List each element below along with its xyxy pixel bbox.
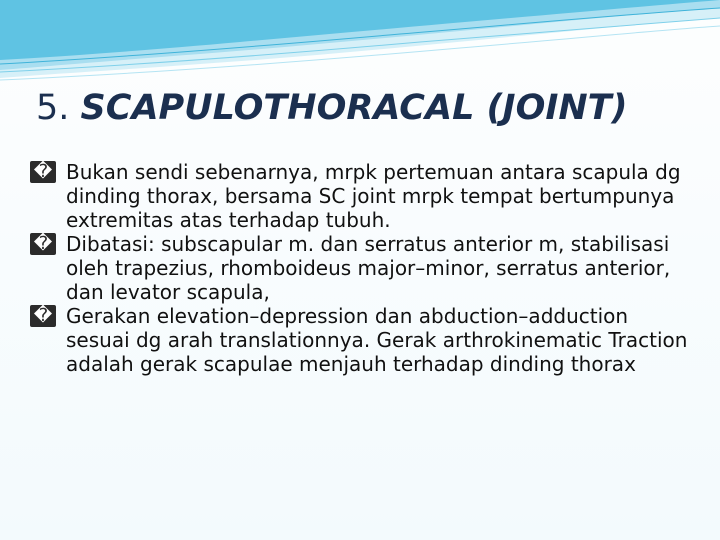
title-text: SCAPULOTHORACAL (JOINT) <box>80 88 628 128</box>
bullet-list <box>30 160 690 376</box>
bullet-item <box>30 304 690 376</box>
title-number: 5. <box>36 88 70 128</box>
bullet-item <box>30 160 690 232</box>
bullet-text: Gerakan elevation–depression dan abduction–adduction sesuai dg arah translationnya. Gerak arthrokinematic Traction adalah gerak scapulae menjauh terhadap dinding thorax <box>66 304 688 376</box>
bullet-text: Dibatasi: subscapular m. dan serratus anterior m, stabilisasi oleh trapezius, rhomboideus major–minor, serratus anterior, dan levator scapula, <box>66 232 671 304</box>
header-wave-decoration <box>0 0 720 90</box>
bullet-text: Bukan sendi sebenarnya, mrpk pertemuan antara scapula dg dinding thorax, bersama SC joint mrpk tempat bertumpunya extremitas atas terhadap tubuh. <box>66 160 681 232</box>
bullet-icon: � <box>30 305 56 327</box>
slide-title <box>36 86 696 130</box>
bullet-icon: � <box>30 161 56 183</box>
bullet-icon: � <box>30 233 56 255</box>
bullet-item <box>30 232 690 304</box>
